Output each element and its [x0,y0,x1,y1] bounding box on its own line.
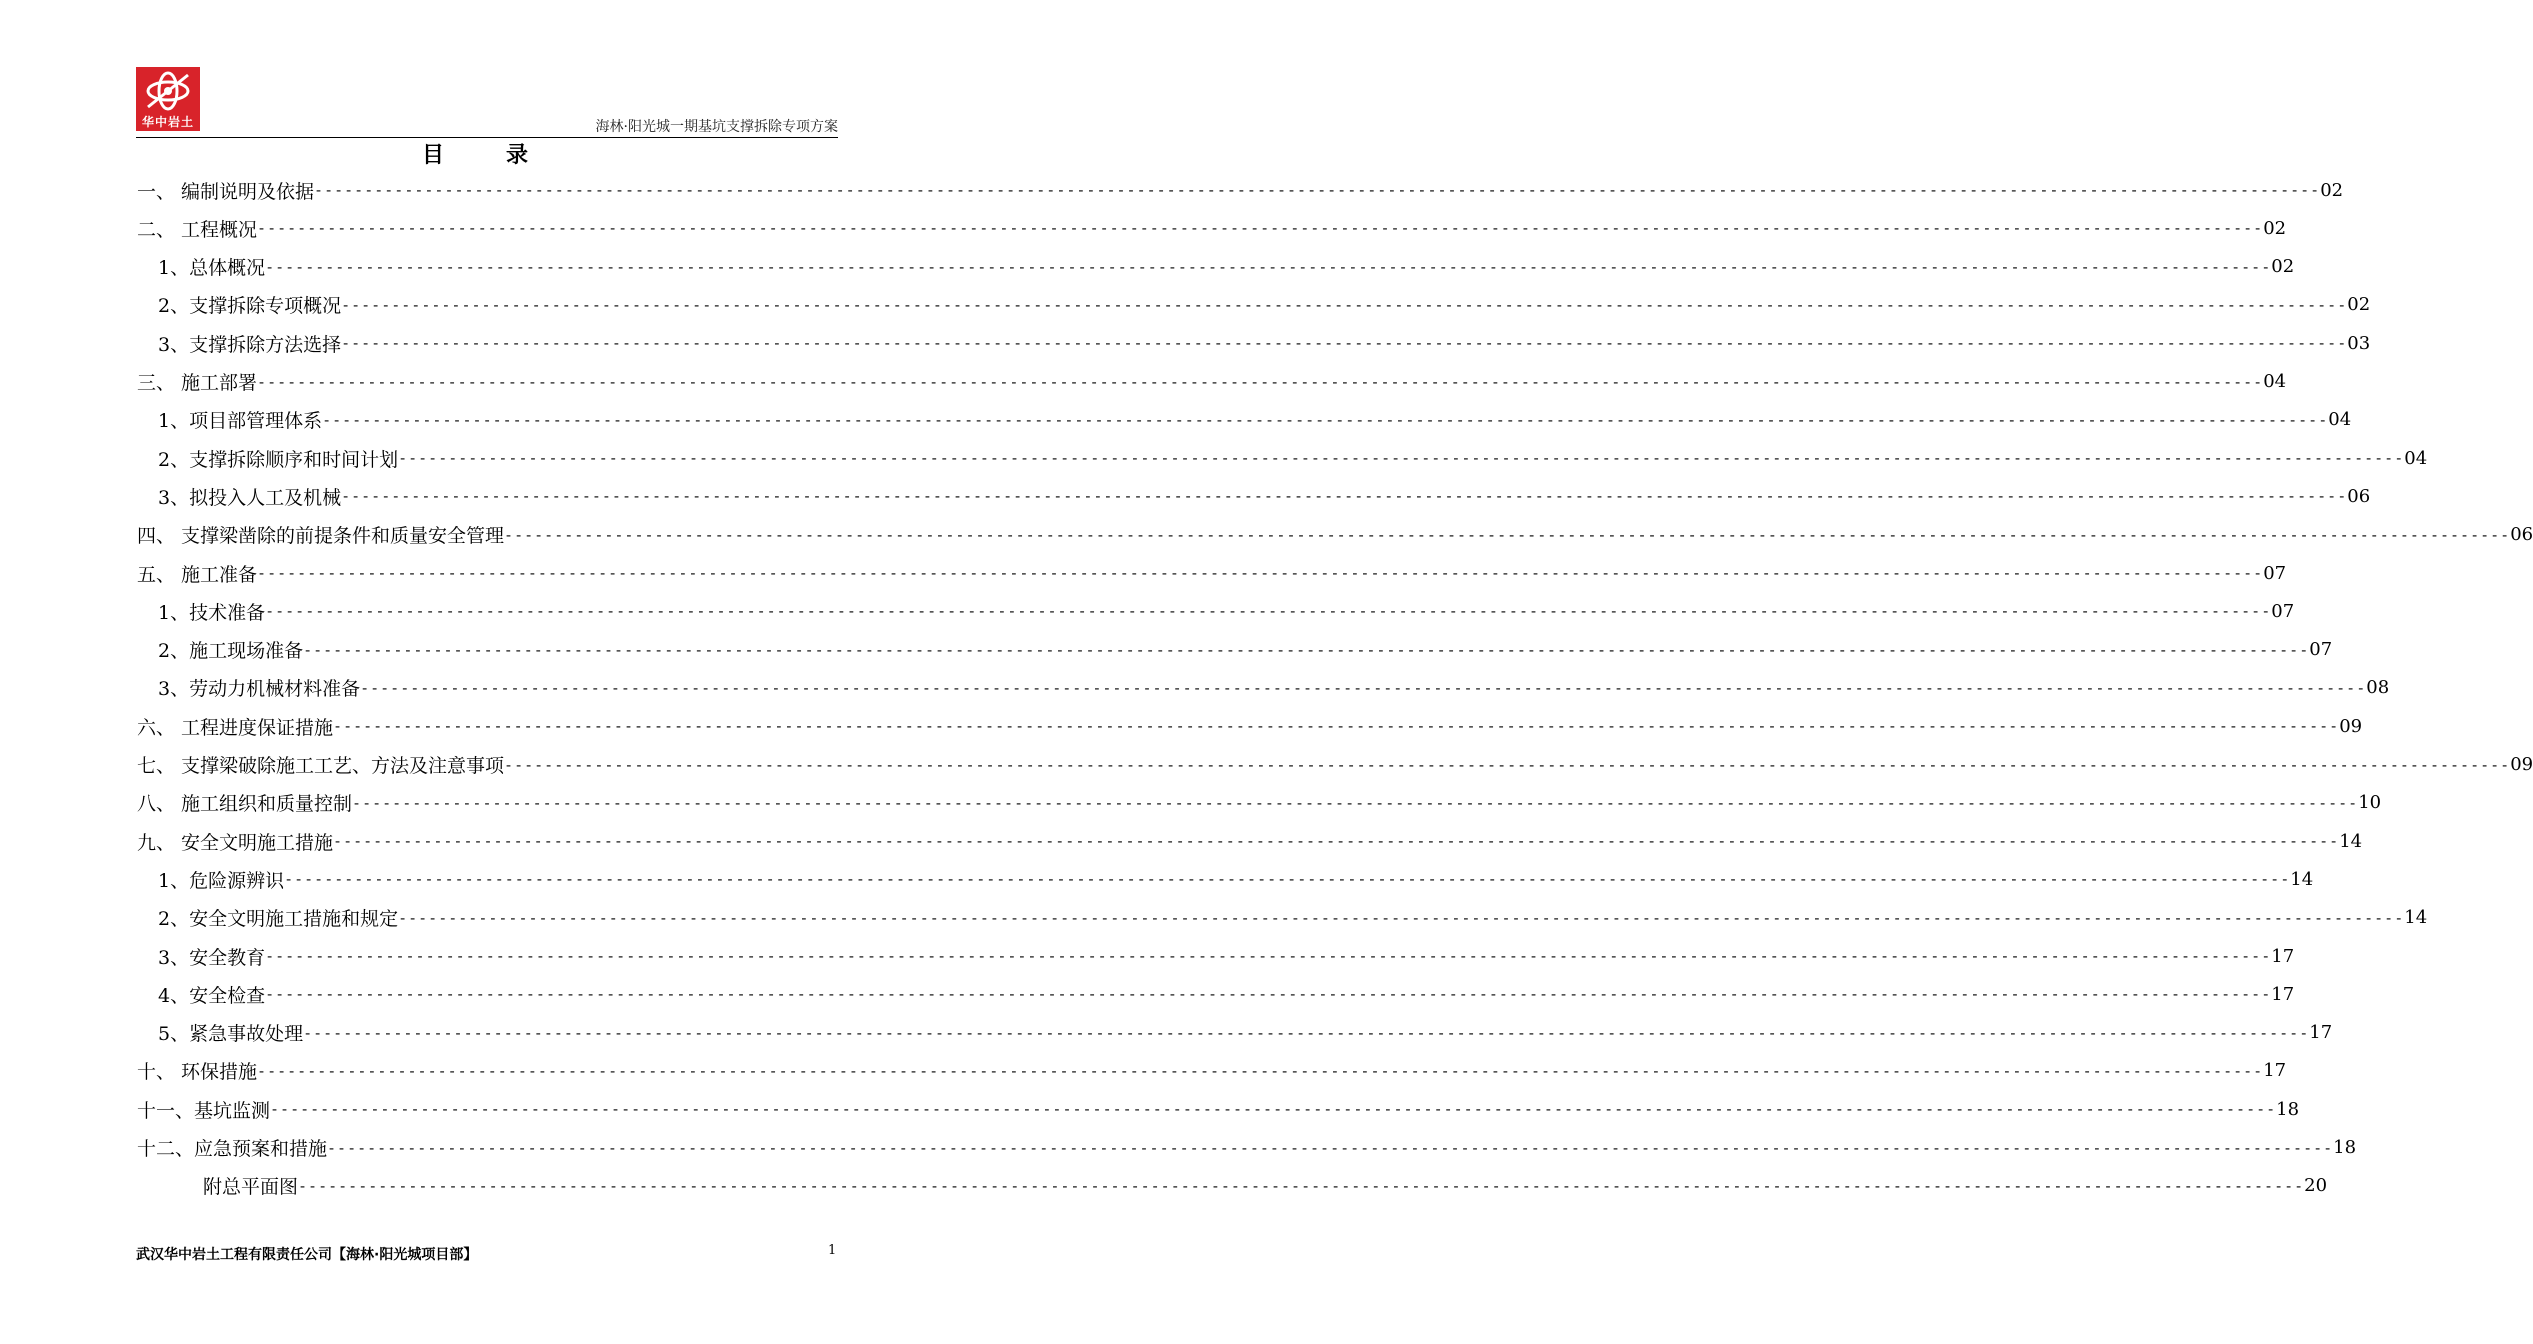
toc-dot-leader: -------------------------------------------------------------------------------------------------------------------------------------------------------------------------------------------------------- [257,219,2264,238]
toc-dot-leader: -------------------------------------------------------------------------------------------------------------------------------------------------------------------------------------------------------- [257,372,2264,391]
toc-entry-page: 14 [2339,830,2363,852]
toc-entry-label: 六、 工程进度保证措施 [137,716,334,739]
toc-entry[interactable] [158,669,2390,707]
toc-entry-page: 03 [2347,332,2371,354]
toc-entry[interactable] [158,248,2295,286]
toc-dot-leader: -------------------------------------------------------------------------------------------------------------------------------------------------------------------------------------------------------- [398,449,2405,468]
toc-entry-label: 4、安全检查 [158,984,266,1007]
toc-dot-leader: -------------------------------------------------------------------------------------------------------------------------------------------------------------------------------------------------------- [303,1023,2310,1042]
toc-entry[interactable] [158,631,2333,669]
toc-dot-leader: -------------------------------------------------------------------------------------------------------------------------------------------------------------------------------------------------------- [303,640,2310,659]
toc-entry[interactable] [158,477,2371,515]
toc-entry-page: 02 [2271,256,2295,278]
toc-entry[interactable] [137,554,2287,592]
toc-entry-page: 04 [2404,447,2428,469]
toc-dot-leader: -------------------------------------------------------------------------------------------------------------------------------------------------------------------------------------------------------- [265,985,2272,1004]
toc-entry[interactable] [158,1014,2333,1052]
toc-entry-page: 09 [2339,715,2363,737]
toc-entry-page: 02 [2320,179,2344,201]
toc-dot-leader: -------------------------------------------------------------------------------------------------------------------------------------------------------------------------------------------------------- [257,1061,2264,1080]
document-header-title: 海林·阳光城一期基坑支撑拆除专项方案 [595,119,838,135]
toc-entry[interactable] [158,286,2371,324]
toc-dot-leader: -------------------------------------------------------------------------------------------------------------------------------------------------------------------------------------------------------- [352,793,2359,812]
toc-entry-page: 09 [2510,754,2533,775]
toc-entry-page: 07 [2271,600,2295,622]
toc-dot-leader: -------------------------------------------------------------------------------------------------------------------------------------------------------------------------------------------------------- [327,1138,2334,1157]
toc-entry-page: 06 [2347,485,2371,507]
toc-entry-label: 七、 支撑梁破除施工工艺、方法及注意事项 [137,755,505,777]
toc-dot-leader: -------------------------------------------------------------------------------------------------------------------------------------------------------------------------------------------------------- [398,908,2405,927]
toc-entry-page: 04 [2263,371,2287,392]
toc-dot-leader: -------------------------------------------------------------------------------------------------------------------------------------------------------------------------------------------------------- [298,1176,2305,1195]
toc-dot-leader: -------------------------------------------------------------------------------------------------------------------------------------------------------------------------------------------------------- [314,181,2321,199]
toc-entry[interactable] [137,1129,2357,1167]
toc-entry[interactable] [158,324,2371,362]
toc-dot-leader: -------------------------------------------------------------------------------------------------------------------------------------------------------------------------------------------------------- [341,334,2348,353]
toc-entry-label: 2、支撑拆除专项概况 [158,295,342,318]
toc-entry-label: 一、 编制说明及依据 [137,180,315,203]
company-logo [136,67,200,131]
footer-company-name: 武汉华中岩土工程有限责任公司【海林·阳光城项目部】 [136,1247,478,1263]
toc-entry[interactable] [137,1052,2287,1090]
toc-dot-leader: -------------------------------------------------------------------------------------------------------------------------------------------------------------------------------------------------------- [333,717,2340,736]
toc-entry-label: 附总平面图 [203,1176,299,1199]
toc-entry-label: 2、施工现场准备 [158,640,304,663]
toc-entry[interactable] [158,975,2295,1013]
toc-entry[interactable] [137,516,2533,554]
toc-entry[interactable] [158,937,2295,975]
toc-entry[interactable] [137,171,2344,209]
toc-dot-leader: -------------------------------------------------------------------------------------------------------------------------------------------------------------------------------------------------------- [284,870,2291,889]
toc-dot-leader: -------------------------------------------------------------------------------------------------------------------------------------------------------------------------------------------------------- [257,564,2264,582]
toc-dot-leader: -------------------------------------------------------------------------------------------------------------------------------------------------------------------------------------------------------- [504,525,2511,544]
toc-entry[interactable] [158,401,2352,439]
toc-entry[interactable] [137,363,2287,401]
toc-entry-label: 十、 环保措施 [137,1061,258,1084]
toc-dot-leader: -------------------------------------------------------------------------------------------------------------------------------------------------------------------------------------------------------- [341,487,2348,506]
toc-entry-page: 07 [2309,639,2333,661]
toc-entry-label: 1、项目部管理体系 [158,410,323,433]
toc-entry-label: 3、劳动力机械材料准备 [158,678,361,701]
toc-entry-label: 四、 支撑梁凿除的前提条件和质量安全管理 [137,525,505,548]
toc-entry-label: 5、紧急事故处理 [158,1023,304,1046]
toc-entry[interactable] [137,209,2287,247]
toc-dot-leader: -------------------------------------------------------------------------------------------------------------------------------------------------------------------------------------------------------- [504,755,2511,774]
toc-entry[interactable] [158,899,2428,937]
toc-entry-label: 八、 施工组织和质量控制 [137,793,353,816]
toc-entry-label: 3、支撑拆除方法选择 [158,333,342,356]
toc-dot-leader: -------------------------------------------------------------------------------------------------------------------------------------------------------------------------------------------------------- [341,295,2348,314]
toc-entry-label: 二、 工程概况 [137,218,258,241]
toc-dot-leader: -------------------------------------------------------------------------------------------------------------------------------------------------------------------------------------------------------- [265,602,2272,621]
toc-entry-label: 1、危险源辨识 [158,869,285,892]
toc-entry-page: 10 [2358,792,2382,814]
toc-entry[interactable] [137,746,2533,784]
toc-entry-label: 3、安全教育 [158,946,266,969]
toc-entry-label: 1、技术准备 [158,601,266,624]
toc-entry-label: 2、安全文明施工措施和规定 [158,908,399,931]
toc-entry-page: 02 [2347,294,2371,316]
toc-entry-label: 三、 施工部署 [137,372,258,394]
toc-entry-page: 02 [2263,217,2287,239]
toc-entry-page: 14 [2290,868,2314,890]
toc-entry-label: 十二、应急预案和措施 [137,1138,328,1160]
toc-entry-page: 18 [2276,1098,2300,1120]
toc-entry-page: 07 [2263,562,2287,584]
toc-entry-page: 14 [2404,907,2428,929]
toc-entry[interactable] [137,1090,2300,1128]
toc-entry-label: 九、 安全文明施工措施 [137,831,334,854]
toc-entry-page: 17 [2271,983,2295,1005]
toc-entry[interactable] [203,1167,2328,1205]
toc-entry-page: 08 [2366,677,2390,699]
toc-entry-page: 17 [2271,945,2295,967]
toc-entry[interactable] [158,860,2314,898]
toc-entry-page: 20 [2304,1175,2328,1197]
toc-entry-page: 06 [2510,524,2533,546]
toc-entry[interactable] [137,784,2382,822]
toc-entry-label: 十一、基坑监测 [137,1099,271,1122]
toc-dot-leader: -------------------------------------------------------------------------------------------------------------------------------------------------------------------------------------------------------- [322,410,2329,429]
toc-entry-page: 04 [2328,409,2352,431]
toc-entry-label: 1、总体概况 [158,257,266,280]
toc-entry-page: 17 [2309,1022,2333,1044]
toc-entry[interactable] [158,592,2295,630]
toc-dot-leader: -------------------------------------------------------------------------------------------------------------------------------------------------------------------------------------------------------- [270,1100,2277,1119]
toc-dot-leader: -------------------------------------------------------------------------------------------------------------------------------------------------------------------------------------------------------- [265,257,2272,276]
toc-dot-leader: -------------------------------------------------------------------------------------------------------------------------------------------------------------------------------------------------------- [265,947,2272,965]
toc-entry[interactable] [137,707,2363,745]
footer-page-number: 1 [828,1243,837,1258]
toc-entry-label: 五、 施工准备 [137,563,258,586]
toc-dot-leader: -------------------------------------------------------------------------------------------------------------------------------------------------------------------------------------------------------- [333,832,2340,851]
toc-title: 目录 [421,143,590,168]
toc-entry[interactable] [158,439,2428,477]
toc-entry-page: 17 [2263,1060,2287,1082]
toc-entry[interactable] [137,822,2363,860]
toc-dot-leader: -------------------------------------------------------------------------------------------------------------------------------------------------------------------------------------------------------- [360,678,2367,697]
toc-entry-label: 2、支撑拆除顺序和时间计划 [158,448,399,471]
logo-text: 华中岩土 [141,115,194,129]
toc-entry-page: 18 [2333,1137,2357,1158]
toc-entry-label: 3、拟投入人工及机械 [158,486,342,509]
